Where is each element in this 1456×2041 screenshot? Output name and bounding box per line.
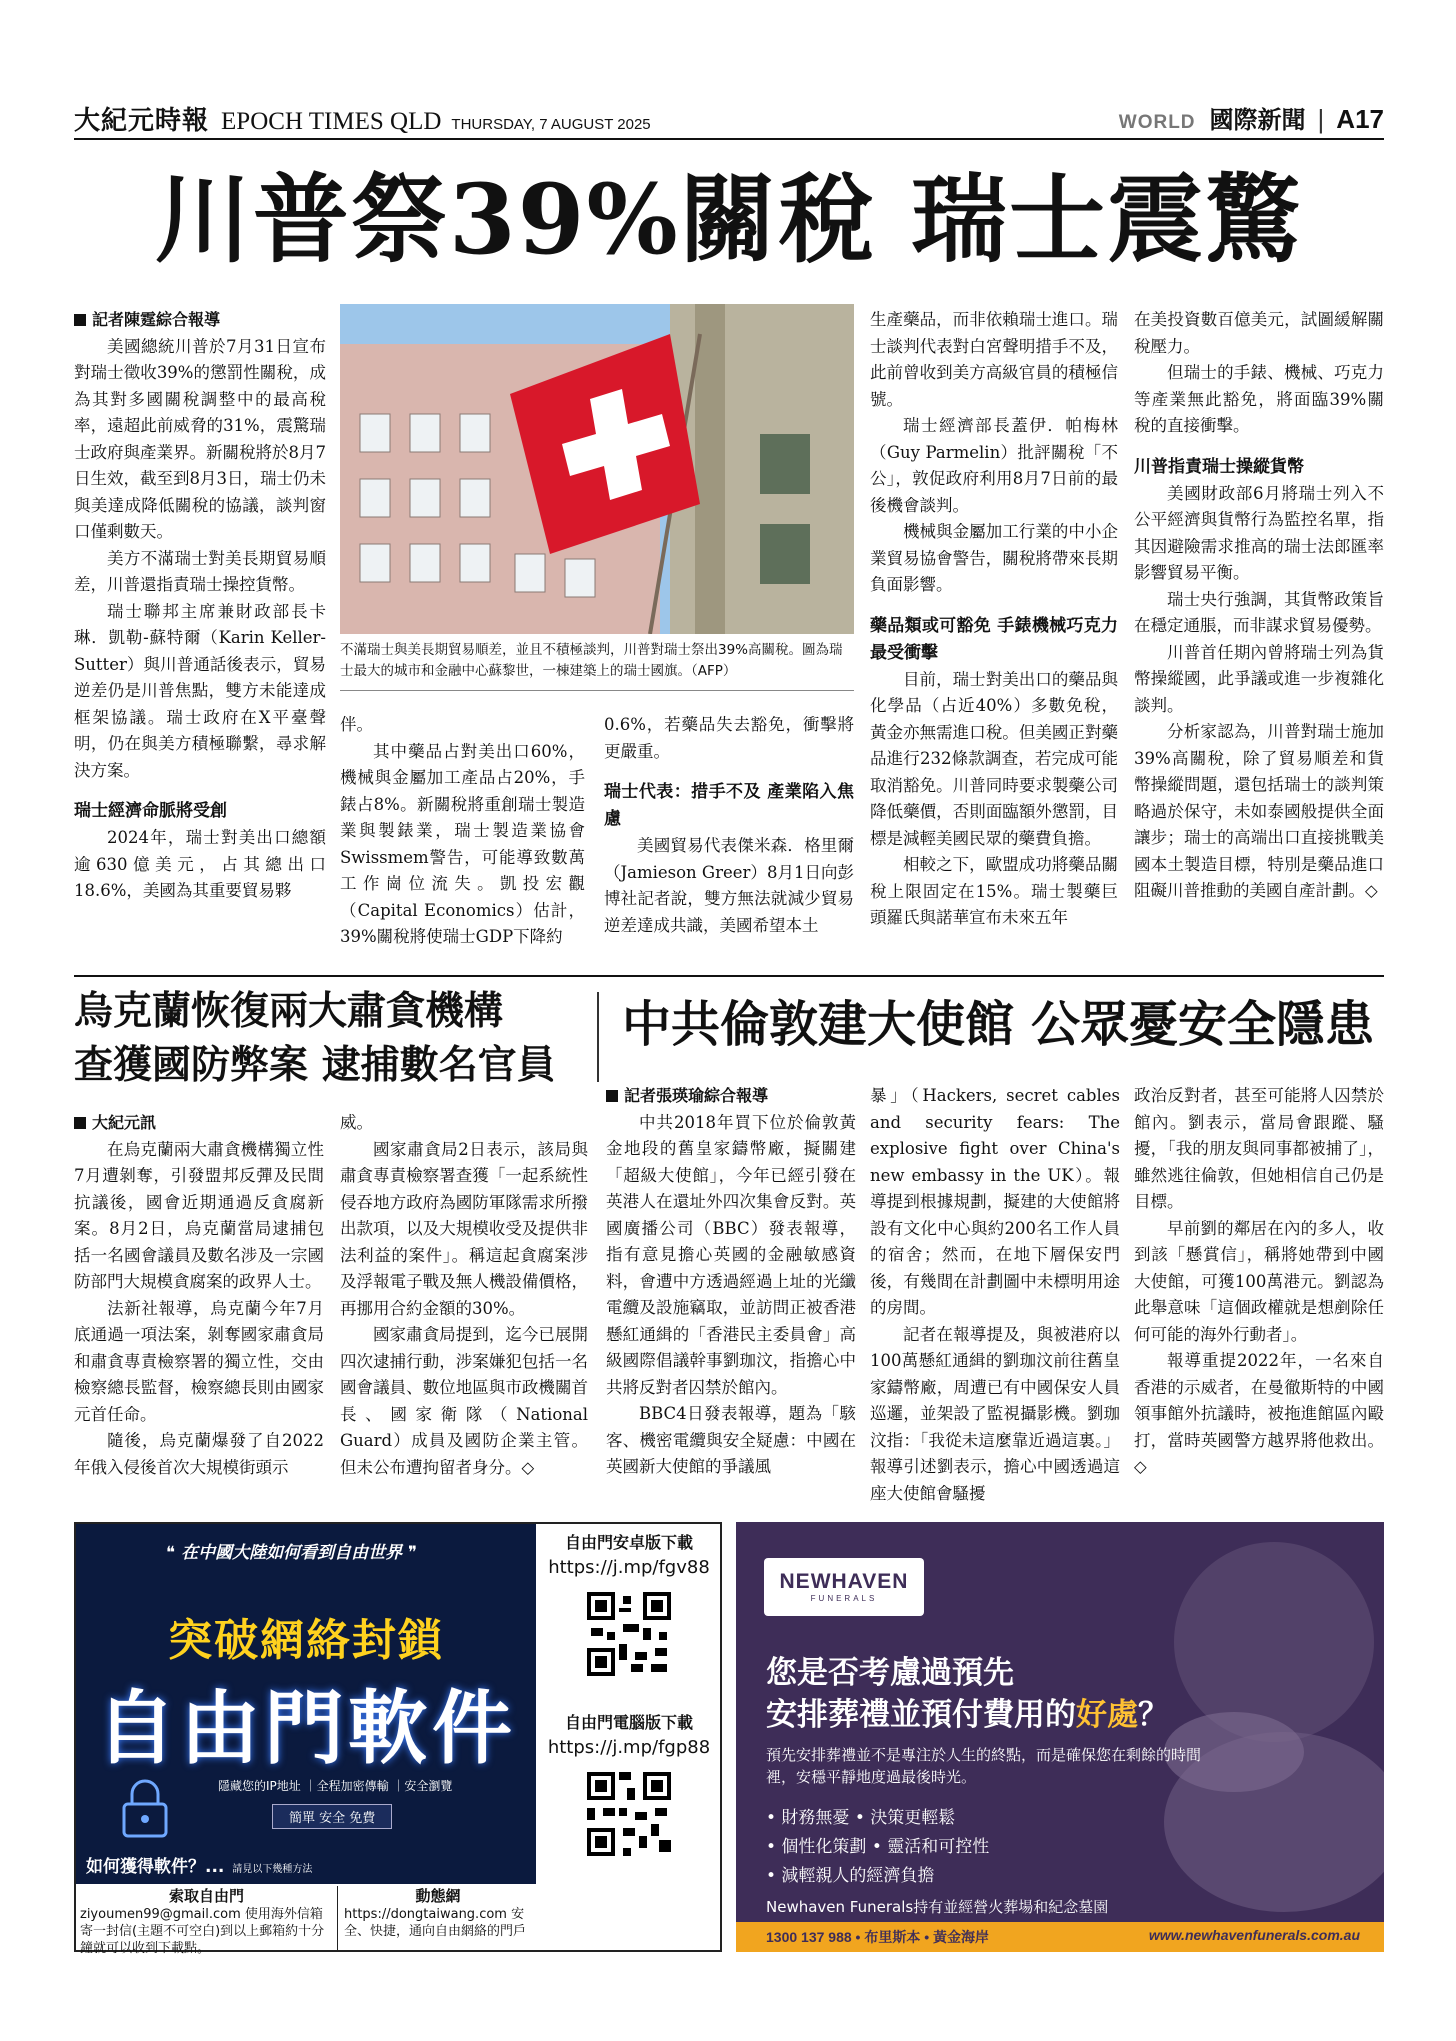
page-number: A17 (1336, 104, 1384, 134)
dongtaiwang-box (340, 1886, 536, 1952)
freegate-email-title: 索取自由門 (168, 1887, 244, 1905)
paragraph: 其中藥品占對美出口60%，機械與金屬加工產品占20%，手錶占8%。新關稅將重創瑞士製造業與製錶業，瑞士製造業協會Swissmem警告，可能導致數萬工作崗位流失。凱投宏觀（Capital Economics）估計，39%關稅將使瑞士GDP下降約 (340, 741, 585, 946)
paragraph: 美國總統川普於7月31日宣布對瑞士徵收39%的懲罰性關稅，成為其對多國關稅調整中的最高稅率，遠超此前威脅的31%，震驚瑞士政府與產業界。新關稅將於8月7日生效，截至到8月3日，瑞士仍未與美達成降低關稅的協議，談判窗口僅剩數天。 (74, 336, 326, 541)
paragraph: 瑞士央行強調，其貨幣政策旨在穩定通脹，而非謀求貿易優勢。 (1134, 589, 1384, 635)
section-cn: 國際新聞 (1209, 106, 1306, 134)
paragraph: 中共2018年買下位於倫敦黃金地段的舊皇家鑄幣廠，擬關建「超級大使館」，今年已經引發在英港人在還址外四次集會反對。英國廣播公司（BBC）發表報導，指有意見擔心英國的金融敏感資料，會遭中方透過經過上址的光纖電纜及設施竊取，並訪問正被香港懸紅通緝的「香港民主委員會」高級國際倡議幹事劉珈汶，指擔心中共將反對者囚禁於館內。 (606, 1112, 856, 1397)
freegate-quote: ❝ 在中國大陸如何看到自由世界 ❞ (166, 1543, 418, 1563)
paragraph: 在烏克蘭兩大肅貪機構獨立性7月遭剝奪，引發盟邦反彈及民間抗議後，國會近期通過反貪腐新案。8月2日，烏克蘭當局逮捕包括一名國會議員及數名涉及一宗國防部門大規模貪腐案的政界人士。 (74, 1139, 324, 1291)
freegate-how-text: 如何獲得軟件？... (86, 1857, 225, 1877)
paragraph: 國家肅貪局提到，迄今已展開四次逮捕行動，涉案嫌犯包括一名國會議員、數位地區與市政機關首長、國家衛隊（National Guard）成員及國防企業主管。但未公布遭拘留者身分。◇ (340, 1325, 588, 1477)
article3-byline (606, 1083, 856, 1110)
freegate-product: 自由門軟件 (96, 1682, 516, 1775)
paper-name-cn: 大紀元時報 (74, 106, 210, 136)
paragraph: 目前，瑞士對美出口的藥品與化學品（占近40%）多數免稅，黃金亦無需進口稅。但美國正對藥品進行232條款調查，若完成可能取消豁免。川普同時要求製藥公司降低藥價，否則面臨額外懲罰，目標是減輕美國民眾的藥費負擔。 (870, 669, 1118, 848)
newhaven-headline (766, 1652, 1169, 1736)
paragraph: 美方不滿瑞士對美長期貿易順差，川普還指責瑞士操控貨幣。 (74, 548, 326, 594)
article3-col1 (606, 1083, 856, 1481)
android-qr-code-icon[interactable] (583, 1588, 675, 1680)
paragraph: 美國貿易代表傑米森．格里爾（Jamieson Greer）8月1日向彭博社記者說，雙方無法就減少貿易逆差達成共識，美國希望本土 (604, 836, 854, 935)
article1-col1 (74, 307, 326, 905)
newhaven-logo-sub: FUNERALS (810, 1594, 878, 1603)
paragraph: 0.6%，若藥品失去豁免，衝擊將更嚴重。 (604, 715, 854, 761)
paragraph: 報導重提2022年，一名來自香港的示威者，在曼徹斯特的中國領事館外抗議時，被拖進館區內毆打，當時英國警方越界將他救出。◇ (1134, 1351, 1384, 1476)
article1-col2 (340, 712, 585, 951)
freegate-pill: 簡單 安全 免費 (272, 1804, 392, 1829)
article3-col3 (1134, 1083, 1384, 1481)
dongtaiwang-title: 動態網 (415, 1887, 461, 1905)
paragraph: 但瑞士的手錶、機械、巧克力等產業無此豁免，將面臨39%關稅的直接衝擊。 (1134, 363, 1384, 435)
article1-subhead-3: 藥品類或可豁免 手錶機械巧克力最受衝擊 (870, 615, 1118, 663)
article1-col5 (1134, 307, 1384, 905)
freegate-download-column (538, 1524, 720, 1954)
newhaven-headline-line1: 您是否考慮過預先 (766, 1655, 1014, 1691)
newhaven-headline-highlight: 好處 (1076, 1697, 1138, 1733)
column-divider (597, 992, 599, 1082)
freegate-how-small: 請見以下幾種方法 (232, 1864, 313, 1875)
article1-col3 (604, 712, 854, 939)
paragraph: 瑞士聯邦主席兼財政部長卡琳．凱勒-蘇特爾（Karin Keller-Sutter）與川普通話後表示，貿易逆差仍是川普焦點，雙方未能達成框架協議。瑞士政府在X平臺聲明，仍在與美方積極聯繫，尋求解決方案。 (74, 601, 326, 780)
article2-col1 (74, 1110, 324, 1481)
paragraph: 相較之下，歐盟成功將藥品關稅上限固定在15%。瑞士製藥巨頭羅氏與諾華宣布未來五年 (870, 855, 1118, 927)
byline-square-icon (606, 1090, 618, 1102)
newhaven-phone[interactable]: 1300 137 988 • 布里斯本 • 黃金海岸 (766, 1929, 990, 1945)
paragraph: 生產藥品，而非依賴瑞士進口。瑞士談判代表對白宮聲明措手不及，此前曾收到美方高級官員的積極信號。 (870, 310, 1118, 409)
article1-subhead-2: 瑞士代表：措手不及 產業陷入焦慮 (604, 782, 854, 829)
caption-rule (340, 690, 854, 691)
byline-square-icon (74, 314, 86, 326)
article2-byline (74, 1110, 324, 1137)
article3-headline: 中共倫敦建大使館 公眾憂安全隱患 (621, 996, 1375, 1053)
article1-byline-text: 記者陳霆綜合報導 (92, 310, 221, 329)
paragraph: 威。 (340, 1113, 373, 1132)
article2-headline (74, 985, 584, 1093)
swiss-flag-photo-illustration (340, 304, 854, 634)
paragraph: 隨後，烏克蘭爆發了自2022年俄入侵後首次大規模街頭示 (74, 1431, 324, 1477)
lock-icon (110, 1774, 180, 1844)
newhaven-ownership: Newhaven Funerals持有並經營火葬場和紀念墓園 (766, 1898, 1109, 1916)
pc-qr-code-icon[interactable] (583, 1768, 675, 1860)
paragraph: 暴」（Hackers, secret cables and security fears: The explosive fight over China's new embassy in the UK）。報導提到根據規劃，擬建的大使館將設有文化中心與約200名工作人員的宿舍；然而，在地下層保安門後，有幾間在計劃圖中未標明用途的房間。 (870, 1086, 1120, 1317)
paragraph: 2024年，瑞士對美出口總額逾630億美元，占其總出口18.6%，美國為其重要貿易夥 (74, 828, 326, 900)
paragraph: 早前劉的鄰居在內的多人，收到該「懸賞信」，稱將她帶到中國大使館，可獲100萬港元。劉認為此舉意味「這個政權就是想剷除任何可能的海外行動者」。 (1134, 1218, 1384, 1344)
pc-download-label: 自由門電腦版下載 (564, 1713, 693, 1732)
newhaven-ad[interactable] (736, 1522, 1384, 1952)
newhaven-headline-line2 (766, 1694, 1169, 1736)
newhaven-bullets (766, 1804, 989, 1891)
paper-name-en: EPOCH TIMES QLD (221, 108, 442, 135)
android-download-link[interactable]: https://j.mp/fgv88 (548, 1557, 710, 1578)
paragraph: 瑞士經濟部長蓋伊．帕梅林（Guy Parmelin）批評關稅「不公」，敦促政府利用8月7日前的最後機會談判。 (870, 416, 1118, 515)
article2-col2 (340, 1110, 588, 1481)
article1-headline: 川普祭39%關稅 瑞士震驚 (154, 163, 1304, 276)
freegate-email-box (76, 1886, 338, 1956)
pc-download-link[interactable]: https://j.mp/fgp88 (547, 1737, 711, 1758)
section-rule (74, 975, 1384, 977)
article2-headline-line2: 查獲國防弊案 逮捕數名官員 (74, 1043, 556, 1088)
article2-byline-text: 大紀元訊 (92, 1113, 157, 1132)
freegate-ad[interactable] (74, 1522, 722, 1956)
paragraph: 川普首任期內曾將瑞士列為貨幣操縱國，此爭議或進一步複雜化談判。 (1134, 642, 1384, 715)
freegate-how (86, 1852, 312, 1877)
dongtaiwang-text: https://dongtaiwang.com 安全、快捷，通向自由網絡的門戶 (344, 1907, 527, 1939)
freegate-email-text: ziyoumen99@gmail.com 使用海外信箱寄一封信(主題不可空白)到以上郵箱約十分鐘就可以收到下載點。 (80, 1907, 325, 1956)
paragraph: 在美投資數百億美元，試圖緩解關稅壓力。 (1134, 310, 1384, 356)
paragraph: 國家肅貪局2日表示，該局與肅貪專責檢察署查獲「一起系統性侵吞地方政府為國防軍隊需求所撥出款項，以及大規模收受及提供非法利益的案件」。稱這起貪腐案涉及浮報電子戰及無人機設備價格，再挪用合約金額的30%。 (340, 1139, 588, 1318)
newhaven-website-link[interactable]: www.newhavenfunerals.com.au (1148, 1927, 1360, 1943)
section-en: WORLD (1118, 112, 1196, 133)
newhaven-headline-part-c: ？ (1138, 1697, 1169, 1733)
article3-byline-text: 記者張瑛瑜綜合報導 (624, 1086, 769, 1105)
article1-byline (74, 307, 326, 334)
issue-date: THURSDAY, 7 AUGUST 2025 (451, 116, 651, 133)
article3-col2 (870, 1083, 1120, 1507)
paragraph: 伴。 (340, 715, 373, 734)
newhaven-headline-part-a: 安排葬禮並預付費用的 (766, 1697, 1076, 1733)
article1-col4 (870, 307, 1118, 932)
newhaven-text: 預先安排葬禮並不是專注於人生的終點，而是確保您在剩餘的時間裡，安穩平靜地度過最後時光。 (766, 1746, 1202, 1786)
photo-caption: 不滿瑞士與美長期貿易順差，並且不積極談判，川普對瑞士祭出39%高關稅。圖為瑞士最大的城市和金融中心蘇黎世，一棟建築上的瑞士國旗。（AFP） (340, 642, 843, 679)
newhaven-contact-bar (736, 1922, 1384, 1952)
newhaven-logo-name: NEWHAVEN (779, 1570, 909, 1593)
list-item: • 個性化策劃 • 靈活和可控性 (766, 1837, 990, 1857)
newhaven-logo (764, 1558, 924, 1616)
article1-subhead-1: 瑞士經濟命脈將受創 (74, 801, 227, 821)
list-item: • 減輕親人的經濟負擔 (766, 1866, 935, 1886)
list-item: • 財務無憂 • 決策更輕鬆 (766, 1808, 956, 1828)
masthead-rule (74, 138, 1384, 140)
paragraph: 機械與金屬加工行業的中小企業貿易協會警告，關稅將帶來長期負面影響。 (870, 522, 1118, 594)
freegate-ad-banner (76, 1524, 536, 1884)
freegate-headline: 突破網絡封鎖 (168, 1615, 444, 1666)
article2-headline-line1: 烏克蘭恢復兩大肅貪機構 (74, 989, 504, 1034)
paragraph: 記者在報導提及，與被港府以100萬懸紅通緝的劉珈汶前往舊皇家鑄幣廠，周遭已有中國保安人員巡邏，並架設了監視攝影機。劉珈汶指：「我從未這麼靠近過這裏。」報導引述劉表示，擔心中國透過這座大使館會騷擾 (870, 1324, 1120, 1503)
article1-subhead-4: 川普指責瑞士操縱貨幣 (1134, 456, 1304, 477)
android-download-label: 自由門安卓版下載 (564, 1533, 693, 1552)
freegate-ad-footer (76, 1886, 536, 1956)
freegate-tagline: 隱藏您的IP地址 ｜全程加密傳輸 ｜安全瀏覽 (218, 1779, 453, 1793)
paragraph: 美國財政部6月將瑞士列入不公平經濟與貨幣行為監控名單，指其因避險需求推高的瑞士法郎匯率影響貿易平衡。 (1134, 483, 1384, 582)
paragraph: BBC4日發表報導，題為「駭客、機密電纜與安全疑慮：中國在英國新大使館的爭議風 (606, 1404, 856, 1476)
byline-square-icon (74, 1117, 86, 1129)
swiss-flag-photo (340, 304, 854, 634)
paragraph: 政治反對者，甚至可能將人囚禁於館內。劉表示，當局會跟蹤、騷擾，「我的朋友與同事都被捕了」，雖然逃往倫敦，但她相信自己仍是目標。 (1134, 1086, 1384, 1211)
masthead (74, 100, 1384, 134)
masthead-left (74, 100, 651, 137)
masthead-right (1119, 100, 1384, 135)
paragraph: 法新社報導，烏克蘭今年7月底通過一項法案，剝奪國家肅貪局和肅貪專責檢察署的獨立性，交由檢察總長監督，檢察總長則由國家元首任命。 (74, 1298, 324, 1424)
paragraph: 分析家認為，川普對瑞士施加39%高關稅，除了貿易順差和貨幣操縱問題，還包括瑞士的談判策略過於保守，未如泰國般提供全面讓步；瑞士的高端出口直接挑戰美國本土製造目標，特別是藥品進口阻礙川普推動的美國自產計劃。◇ (1134, 722, 1384, 900)
masthead-divider: | (1317, 104, 1325, 134)
